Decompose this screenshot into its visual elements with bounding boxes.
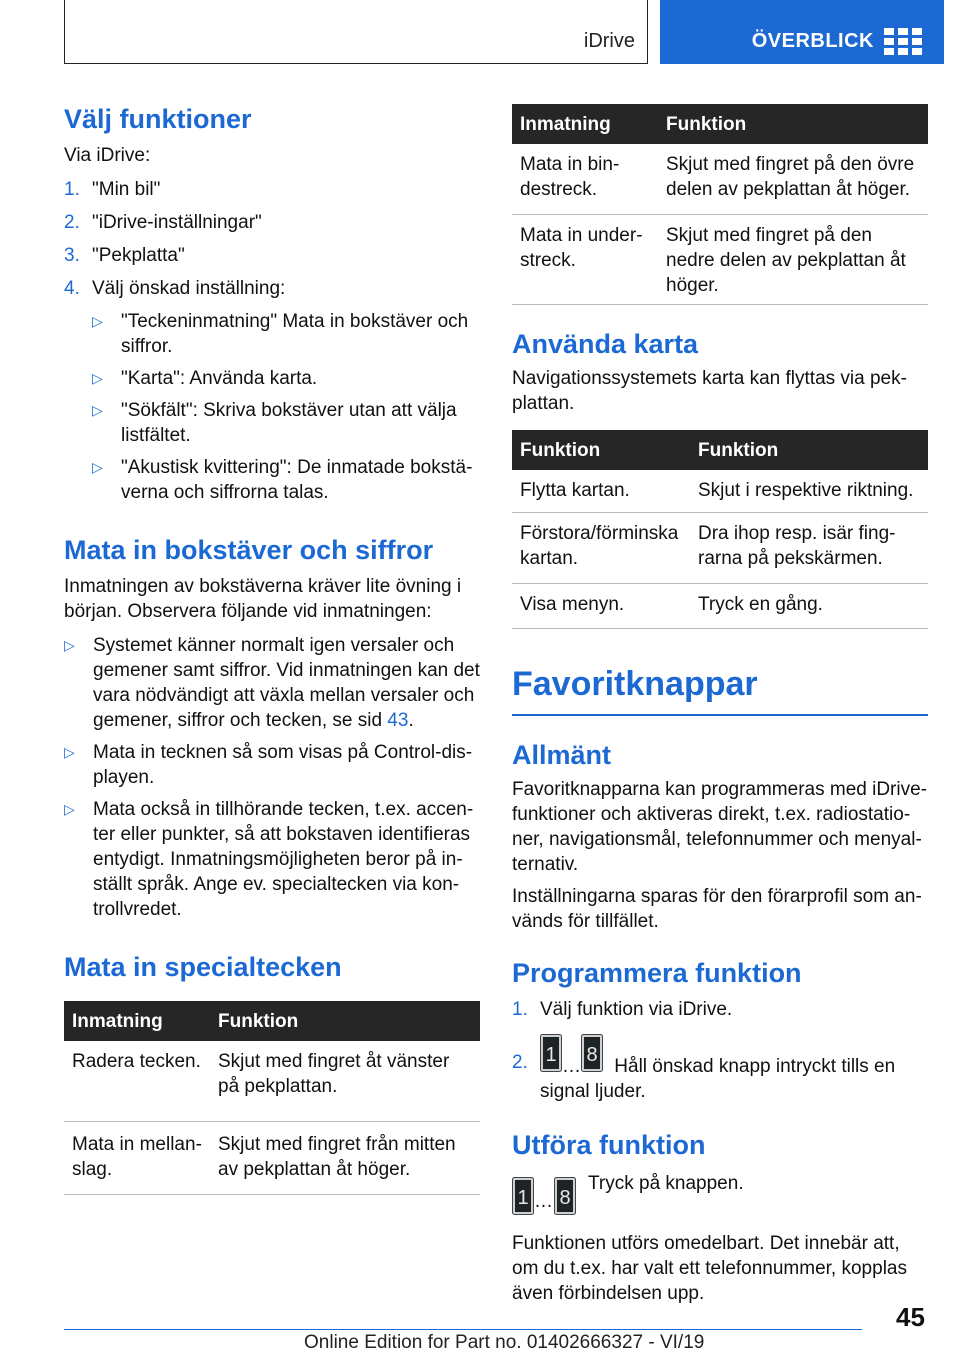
table-header-row: Funktion Funktion — [512, 430, 928, 470]
section-divider — [512, 714, 928, 716]
allmant-text-1: Favoritknapparna kan programmeras med iDrive-funktioner och aktiveras direkt, t.ex. radiostationer, navigationsmål, telefonnummer och menyalternativ. — [512, 779, 927, 875]
table-row: Mata in mellanslag. Skjut med fingret från mitten av pekplattan åt höger. — [64, 1122, 480, 1195]
input-tips-list — [64, 633, 480, 922]
triangle-bullet-icon: ▷ — [92, 313, 103, 329]
map-functions-table — [512, 430, 928, 629]
grid-icon — [884, 28, 922, 54]
heading-mata-in-bokstaver: Mata in bokstäver och siffror — [64, 535, 434, 565]
heading-specialtecken: Mata in specialtecken — [64, 952, 342, 982]
list-item: 1. "Min bil" — [64, 179, 161, 200]
favorite-key-8-icon — [581, 1034, 603, 1079]
heading-favoritknappar: Favoritknappar — [512, 665, 758, 703]
table-row: Visa menyn. Tryck en gång. — [512, 584, 928, 629]
list-item: ▷ Mata också in tillhörande tecken, t.ex. accenter eller punkter, så att bokstaven identifieras entydigt. Inmatningsmöjligheten beror på inställt språk. Ange ev. specialtecken via kontrollvredet. — [64, 799, 474, 920]
utfora-paragraph: Funktionen utförs omedelbart. Det innebär att, om du t.ex. har valt ett telefonnummer, kopplas även förbindelsen upp. — [512, 1233, 907, 1304]
left-column — [64, 104, 480, 1195]
table-row: Flytta kartan. Skjut i respektive riktning. — [512, 470, 928, 513]
svg-text:8: 8 — [559, 1187, 571, 1209]
overview-tab-label: ÖVERBLICK — [751, 30, 874, 52]
table-row: Förstora/förminska kartan. Dra ihop resp. isär fingrarna på pekskärmen. — [512, 513, 928, 584]
header-overview-tab[interactable] — [660, 0, 944, 64]
favorite-key-1-icon — [512, 1177, 534, 1220]
list-item: ▷ "Karta": Använda karta. — [92, 368, 318, 389]
list-item: ▷ "Akustisk kvittering": De inmatade bokstäverna och siffrorna talas. — [92, 457, 473, 503]
heading-utfora: Utföra funktion — [512, 1130, 706, 1160]
input-functions-table — [512, 104, 928, 305]
list-item: ▷ Systemet känner normalt igen versaler och gemener samt siffror. Vid inmatningen kan det vara nödvändigt att växla mellan versaler och gemener, siffror och tecken, se sid 43. — [64, 635, 480, 731]
svg-text:1: 1 — [545, 1044, 557, 1066]
table-header-row: Inmatning Funktion — [64, 1001, 480, 1041]
table-row: Mata in bindestreck. Skjut med fingret på den övre delen av pekplattan åt höger. — [512, 144, 928, 215]
utfora-text: Tryck på knappen. — [588, 1173, 744, 1194]
svg-text:8: 8 — [586, 1044, 598, 1066]
intro-text: Inmatningen av bokstäverna kräver lite övning i början. Observera följande vid inmatningen: — [64, 576, 462, 622]
via-idrive-text: Via iDrive: — [64, 145, 151, 166]
header-section-box — [64, 0, 648, 64]
footer-edition: Online Edition for Part no. 01402666327 - VI/19 — [304, 1332, 705, 1353]
allmant-text-2: Inställningarna sparas för den förarprofil som används för tillfället. — [512, 886, 922, 932]
triangle-bullet-icon: ▷ — [64, 801, 75, 817]
triangle-bullet-icon: ▷ — [92, 370, 103, 386]
triangle-bullet-icon: ▷ — [92, 402, 103, 418]
footer-divider — [64, 1329, 862, 1330]
list-item: 3. "Pekplatta" — [64, 245, 185, 266]
page-link[interactable]: 43 — [387, 710, 409, 731]
header-section-title: iDrive — [583, 30, 635, 52]
right-column — [512, 104, 928, 1306]
triangle-bullet-icon: ▷ — [64, 744, 75, 760]
triangle-bullet-icon: ▷ — [92, 459, 103, 475]
heading-anvanda-karta: Använda karta — [512, 329, 699, 359]
settings-list — [92, 309, 480, 505]
favorite-key-8-icon — [554, 1177, 576, 1220]
table-header-row: Inmatning Funktion — [512, 104, 928, 144]
list-item: ▷ Mata in tecknen så som visas på Control-displayen. — [64, 742, 473, 788]
heading-valj-funktioner: Välj funktioner — [64, 104, 252, 134]
karta-text: Navigationssystemets karta kan flyttas via pekplattan. — [512, 368, 907, 414]
list-item: ▷ "Sökfält": Skriva bokstäver utan att välja listfältet. — [92, 400, 457, 446]
heading-allmant: Allmänt — [512, 740, 612, 770]
table-row: Mata in understreck. Skjut med fingret på den nedre delen av pekplattan åt höger. — [512, 215, 928, 305]
special-chars-table — [64, 1001, 480, 1195]
page-number: 45 — [896, 1302, 925, 1332]
list-item: 1. Välj funktion via iDrive. — [512, 999, 733, 1020]
program-steps-list — [512, 997, 928, 1104]
list-item: 4. Välj önskad inställning: — [64, 278, 286, 299]
svg-text:1: 1 — [517, 1187, 529, 1209]
ellipsis: … — [534, 1191, 553, 1212]
heading-programmera: Programmera funktion — [512, 958, 802, 988]
table-row: Radera tecken. Skjut med fingret åt vänster på pekplattan. — [64, 1041, 480, 1122]
list-item: 2. "iDrive-inställningar" — [64, 212, 262, 233]
utfora-row — [512, 1171, 928, 1219]
steps-list — [64, 177, 480, 301]
ellipsis: … — [562, 1056, 581, 1077]
list-item: ▷ "Teckeninmatning" Mata in bokstäver och siffror. — [92, 311, 469, 357]
list-item: 2. 1 … 8 Håll önskad knapp intryckt tills en signal ljuder. — [512, 1034, 928, 1104]
favorite-key-1-icon — [540, 1034, 562, 1079]
triangle-bullet-icon: ▷ — [64, 637, 75, 653]
